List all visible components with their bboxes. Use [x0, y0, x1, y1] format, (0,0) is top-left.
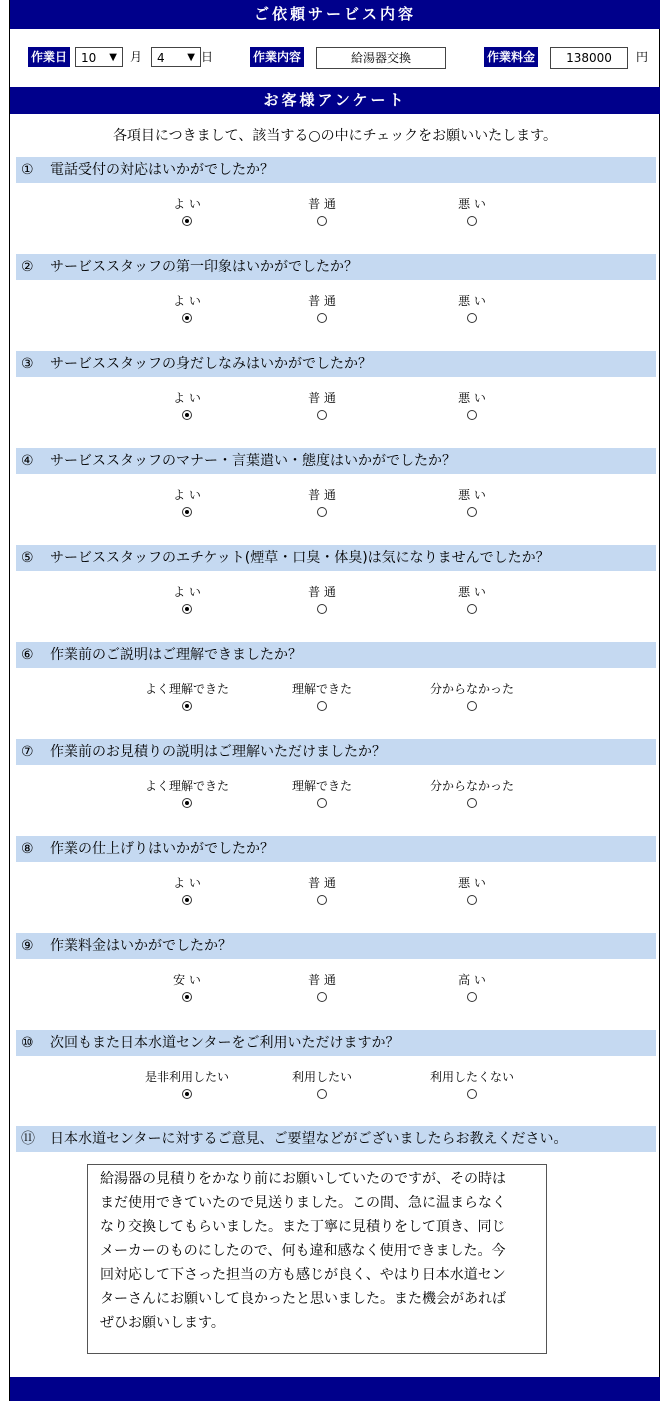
day-value: 4 — [157, 51, 165, 65]
option-radio[interactable] — [182, 701, 192, 711]
comment-line: ぜひお願いします。 — [100, 1315, 225, 1331]
option-radio[interactable] — [467, 701, 477, 711]
option-label: よ い — [173, 585, 201, 599]
option-radio[interactable] — [317, 701, 327, 711]
question-number: ⑪ — [21, 1131, 35, 1147]
option-radio[interactable] — [317, 604, 327, 614]
option-radio[interactable] — [182, 604, 192, 614]
option-label: よ い — [173, 197, 201, 211]
option-label: 普 通 — [308, 973, 336, 987]
option-radio[interactable] — [317, 1089, 327, 1099]
option-label: よく理解できた — [144, 682, 229, 696]
survey-header: お客様アンケート — [10, 87, 660, 114]
option-label: 安 い — [173, 973, 201, 987]
option-label: 普 通 — [308, 876, 336, 890]
option-label: 分からなかった — [429, 779, 514, 793]
question-text: 次回もまた日本水道センターをご利用いただけますか？ — [50, 1035, 400, 1051]
month-value: 10 — [81, 51, 97, 65]
option-label: 利用したい — [291, 1070, 352, 1084]
option-label: 普 通 — [308, 294, 336, 308]
comment-line: 給湯器の見積りをかなり前にお願いしていたのですが、その時は — [100, 1171, 506, 1187]
option-label: 悪 い — [458, 876, 486, 890]
option-radio[interactable] — [467, 216, 477, 226]
option-label: よ い — [173, 391, 201, 405]
question-number: ⑩ — [21, 1035, 34, 1051]
option-label: 悪 い — [458, 197, 486, 211]
option-label: 分からなかった — [429, 682, 514, 696]
option-label: 普 通 — [308, 488, 336, 502]
question-text: 作業の仕上げりはいかがでしたか？ — [50, 841, 274, 857]
question-text: 作業前のお見積りの説明はご理解いただけましたか？ — [50, 744, 386, 760]
question-text: 作業前のご説明はご理解できましたか？ — [50, 647, 302, 663]
question-number: ⑤ — [21, 550, 34, 566]
option-label: よ い — [173, 876, 201, 890]
option-label: 悪 い — [458, 585, 486, 599]
option-label: 悪 い — [458, 391, 486, 405]
option-radio[interactable] — [467, 313, 477, 323]
question-2-header — [16, 254, 656, 280]
option-radio[interactable] — [182, 410, 192, 420]
question-10-header — [16, 1030, 656, 1056]
option-radio[interactable] — [467, 410, 477, 420]
question-text: サービススタッフのエチケット(煙草・口臭・体臭)は気になりませんでしたか？ — [50, 550, 550, 566]
question-number: ⑧ — [21, 841, 34, 857]
content-label: 作業内容 — [250, 47, 304, 67]
day-unit: 日 — [201, 50, 214, 64]
fee-label: 作業料金 — [484, 47, 538, 67]
question-number: ⑦ — [21, 744, 34, 760]
question-text: 作業料金はいかがでしたか？ — [50, 938, 232, 954]
question-11-header — [16, 1126, 656, 1152]
service-header: ご依頼サービス内容 — [10, 0, 660, 29]
option-label: 理解できた — [291, 779, 352, 793]
option-radio[interactable] — [317, 992, 327, 1002]
comment-line: まだ使用できていたので見送りました。この間、急に温まらなく — [100, 1195, 506, 1211]
option-label: 利用したくない — [429, 1070, 514, 1084]
option-label: 悪 い — [458, 488, 486, 502]
question-8-header — [16, 836, 656, 862]
option-radio[interactable] — [467, 895, 477, 905]
comment-textarea[interactable] — [87, 1164, 547, 1354]
month-select[interactable] — [75, 47, 123, 67]
question-6-header — [16, 642, 656, 668]
chevron-down-icon: ▼ — [109, 52, 117, 63]
chevron-down-icon: ▼ — [187, 52, 195, 63]
content-field[interactable]: 給湯器交換 — [316, 47, 446, 69]
question-number: ① — [21, 162, 34, 178]
comment-line: 回対応して下さった担当の方も感じが良く、やはり日本水道セン — [100, 1267, 506, 1283]
option-label: 普 通 — [308, 391, 336, 405]
day-select[interactable] — [151, 47, 201, 67]
option-radio[interactable] — [182, 507, 192, 517]
option-radio[interactable] — [467, 604, 477, 614]
option-label: 高 い — [458, 973, 486, 987]
option-label: よ い — [173, 488, 201, 502]
option-radio[interactable] — [182, 216, 192, 226]
option-radio[interactable] — [317, 798, 327, 808]
option-radio[interactable] — [182, 895, 192, 905]
question-number: ④ — [21, 453, 34, 469]
option-label: 普 通 — [308, 585, 336, 599]
option-radio[interactable] — [182, 313, 192, 323]
question-text: 電話受付の対応はいかがでしたか？ — [50, 162, 274, 178]
option-radio[interactable] — [317, 507, 327, 517]
option-label: 悪 い — [458, 294, 486, 308]
comment-line: メーカーのものにしたので、何も違和感なく使用できました。今 — [100, 1243, 506, 1259]
question-number: ③ — [21, 356, 34, 372]
option-radio[interactable] — [467, 1089, 477, 1099]
month-unit: 月 — [130, 50, 143, 64]
option-radio[interactable] — [467, 992, 477, 1002]
question-3-header — [16, 351, 656, 377]
question-number: ② — [21, 259, 34, 275]
question-text: サービススタッフのマナー・言葉遣い・態度はいかがでしたか？ — [50, 453, 456, 469]
question-text: 日本水道センターに対するご意見、ご要望などがございましたらお教えください。 — [50, 1131, 568, 1147]
option-radio[interactable] — [317, 313, 327, 323]
question-4-header — [16, 448, 656, 474]
comment-line: なり交換してもらいました。また丁寧に見積りをして頂き、同じ — [100, 1219, 506, 1235]
date-label: 作業日 — [28, 47, 70, 67]
footer-bar — [10, 1377, 660, 1401]
option-radio[interactable] — [317, 895, 327, 905]
option-radio[interactable] — [182, 992, 192, 1002]
question-number: ⑥ — [21, 647, 34, 663]
comment-line: ターさんにお願いして良かったと思いました。また機会があれば — [100, 1291, 506, 1307]
fee-unit: 円 — [636, 50, 649, 64]
question-5-header — [16, 545, 656, 571]
question-number: ⑨ — [21, 938, 34, 954]
option-label: よ い — [173, 294, 201, 308]
question-text: サービススタッフの身だしなみはいかがでしたか？ — [50, 356, 372, 372]
option-radio[interactable] — [467, 507, 477, 517]
option-radio[interactable] — [317, 410, 327, 420]
option-radio[interactable] — [182, 798, 192, 808]
fee-field[interactable]: 138000 — [550, 47, 628, 69]
option-label: よく理解できた — [144, 779, 229, 793]
option-radio[interactable] — [182, 1089, 192, 1099]
question-9-header — [16, 933, 656, 959]
question-7-header — [16, 739, 656, 765]
survey-intro: 各項目につきまして、該当する○の中にチェックをお願いいたします。 — [112, 128, 558, 144]
question-text: サービススタッフの第一印象はいかがでしたか？ — [50, 259, 358, 275]
option-label: 普 通 — [308, 197, 336, 211]
option-label: 理解できた — [291, 682, 352, 696]
option-label: 是非利用したい — [144, 1070, 229, 1084]
option-radio[interactable] — [317, 216, 327, 226]
option-radio[interactable] — [467, 798, 477, 808]
question-1-header — [16, 157, 656, 183]
